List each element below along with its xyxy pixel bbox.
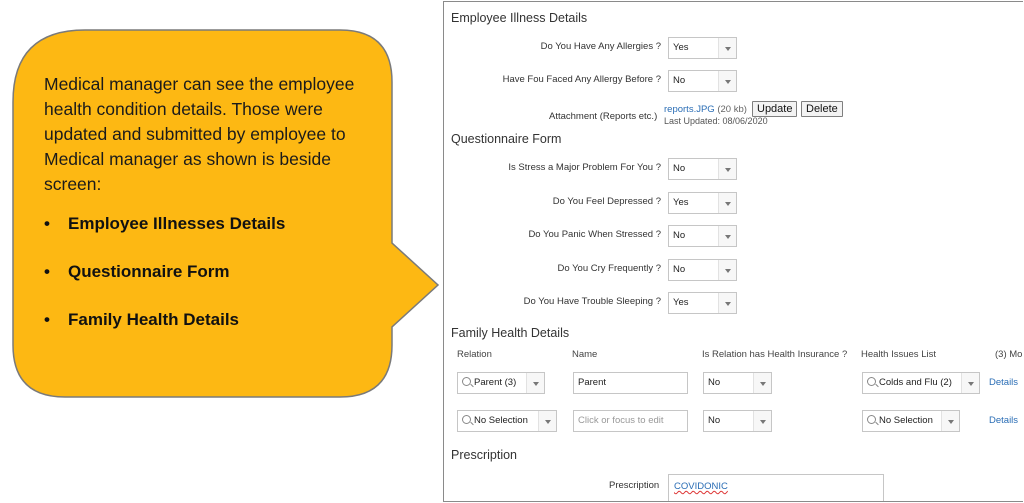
question-select[interactable]: Yes — [668, 192, 737, 214]
question-select[interactable]: No — [668, 158, 737, 180]
questionnaire-row — [444, 292, 1023, 314]
section-title-illness: Employee Illness Details — [451, 11, 588, 25]
questionnaire-row — [444, 225, 1023, 247]
faced-allergy-row — [444, 70, 1023, 92]
question-select[interactable]: No — [668, 225, 737, 247]
chevron-down-icon[interactable] — [718, 193, 736, 213]
column-header-more: (3) Mo — [995, 349, 1023, 360]
column-header-insurance: Is Relation has Health Insurance ? — [702, 349, 848, 360]
chevron-down-icon[interactable] — [753, 411, 771, 431]
question-label: Do You Have Trouble Sleeping ? — [523, 296, 661, 307]
search-icon — [867, 415, 876, 424]
section-title-family: Family Health Details — [451, 326, 570, 340]
attachment-size: (20 kb) — [717, 104, 747, 115]
chevron-down-icon[interactable] — [961, 373, 979, 393]
questionnaire-row — [444, 158, 1023, 180]
chevron-down-icon[interactable] — [526, 373, 544, 393]
callout-bubble — [0, 0, 450, 503]
callout-bullet-item: • Employee Illnesses Details — [44, 214, 286, 233]
section-title-questionnaire: Questionnaire Form — [451, 132, 562, 146]
callout-line: Medical manager as shown is beside — [44, 149, 331, 169]
search-icon — [462, 377, 471, 386]
relation-name-field[interactable]: Click or focus to edit — [573, 410, 688, 432]
insurance-select[interactable]: No — [703, 372, 772, 394]
attachment-label: Attachment (Reports etc.) — [549, 111, 658, 122]
delete-button[interactable]: Delete — [801, 101, 843, 117]
question-label: Is Stress a Major Problem For You ? — [508, 162, 661, 173]
health-form-panel — [443, 1, 1023, 502]
update-button[interactable]: Update — [752, 101, 797, 117]
health-issues-select[interactable]: No Selection — [862, 410, 960, 432]
question-label: Do You Panic When Stressed ? — [528, 229, 661, 240]
allergies-select[interactable]: Yes — [668, 37, 737, 59]
question-select[interactable]: No — [668, 259, 737, 281]
column-header-health-issues: Health Issues List — [861, 349, 936, 360]
column-header-name: Name — [572, 349, 598, 360]
chevron-down-icon[interactable] — [718, 293, 736, 313]
allergies-label: Do You Have Any Allergies ? — [540, 41, 661, 52]
chevron-down-icon[interactable] — [718, 226, 736, 246]
callout-bullet-list — [44, 212, 285, 356]
chevron-down-icon[interactable] — [753, 373, 771, 393]
callout-bullet-item: • Questionnaire Form — [44, 262, 230, 281]
details-link[interactable]: Details — [989, 415, 1019, 426]
chevron-down-icon[interactable] — [718, 38, 736, 58]
faced-allergy-label: Have Fou Faced Any Allergy Before ? — [502, 74, 661, 85]
chevron-down-icon[interactable] — [538, 411, 556, 431]
chevron-down-icon[interactable] — [718, 260, 736, 280]
search-icon — [462, 415, 471, 424]
relation-select[interactable]: No Selection — [457, 410, 557, 432]
questionnaire-row — [444, 192, 1023, 214]
chevron-down-icon[interactable] — [718, 71, 736, 91]
callout-bullet-item: • Family Health Details — [44, 310, 240, 329]
question-label: Do You Cry Frequently ? — [557, 263, 661, 274]
details-link[interactable]: Details — [989, 377, 1019, 388]
faced-allergy-select[interactable]: No — [668, 70, 737, 92]
attachment-file — [664, 104, 747, 115]
relation-select[interactable]: Parent (3) — [457, 372, 545, 394]
chevron-down-icon[interactable] — [718, 159, 736, 179]
question-select[interactable]: Yes — [668, 292, 737, 314]
last-updated-text: Last Updated: 08/06/2020 — [664, 116, 768, 126]
questionnaire-row — [444, 259, 1023, 281]
chevron-down-icon[interactable] — [941, 411, 959, 431]
column-header-relation: Relation — [457, 349, 492, 360]
allergies-row — [444, 37, 1023, 59]
attachment-link[interactable]: reports.JPG — [664, 104, 715, 115]
callout-line: screen: — [44, 174, 102, 194]
prescription-label: Prescription — [609, 480, 660, 491]
insurance-select[interactable]: No — [703, 410, 772, 432]
callout-line: Medical manager can see the employee — [44, 74, 355, 94]
search-icon — [867, 377, 876, 386]
question-label: Do You Feel Depressed ? — [552, 196, 661, 207]
callout-line: health condition details. Those were — [44, 99, 323, 119]
prescription-textarea[interactable] — [668, 474, 884, 502]
health-issues-select[interactable]: Colds and Flu (2) — [862, 372, 980, 394]
callout-description — [44, 72, 374, 197]
section-title-prescription: Prescription — [451, 448, 517, 462]
prescription-value: COVIDONIC — [674, 481, 728, 492]
callout-line: updated and submitted by employee to — [44, 124, 346, 144]
relation-name-field[interactable]: Parent — [573, 372, 688, 394]
